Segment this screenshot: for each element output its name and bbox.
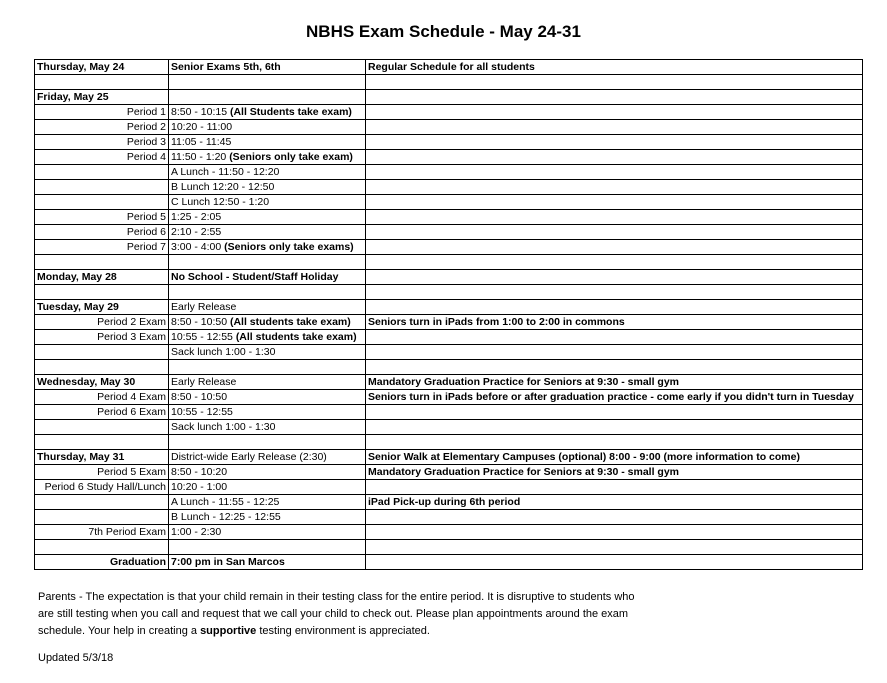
table-row	[35, 405, 863, 420]
cell-text: Period 6 Study Hall/Lunch	[44, 481, 166, 493]
time-cell	[169, 345, 366, 360]
note-cell	[366, 75, 863, 90]
note-cell	[366, 390, 863, 405]
cell-text: Period 3	[126, 136, 166, 148]
table-row	[35, 375, 863, 390]
cell-text: Seniors turn in iPads from 1:00 to 2:00 in commons	[368, 316, 625, 328]
cell-text: 10:20 - 11:00	[171, 121, 233, 133]
time-cell	[169, 135, 366, 150]
time-cell	[169, 510, 366, 525]
cell-text: District-wide Early Release (2:30)	[171, 451, 327, 463]
cell-text: 10:20 - 1:00	[171, 481, 228, 493]
note-cell	[366, 255, 863, 270]
day-period-cell	[35, 60, 169, 75]
time-cell	[169, 120, 366, 135]
day-period-cell	[35, 330, 169, 345]
cell-text: Early Release	[171, 376, 237, 388]
table-row	[35, 525, 863, 540]
note-cell	[366, 165, 863, 180]
table-row	[35, 120, 863, 135]
table-row	[35, 195, 863, 210]
table-row	[35, 480, 863, 495]
day-period-cell	[35, 540, 169, 555]
cell-text: 1:25 - 2:05	[171, 211, 222, 223]
note-cell	[366, 195, 863, 210]
cell-emphasis: (Seniors only take exams)	[224, 241, 354, 253]
table-row	[35, 315, 863, 330]
day-period-cell	[35, 315, 169, 330]
time-cell	[169, 225, 366, 240]
note-cell	[366, 300, 863, 315]
note-cell	[366, 315, 863, 330]
note-cell	[366, 60, 863, 75]
table-row	[35, 510, 863, 525]
cell-text: Friday, May 25	[37, 91, 109, 103]
day-period-cell	[35, 375, 169, 390]
day-period-cell	[35, 390, 169, 405]
cell-text: Period 6 Exam	[97, 406, 166, 418]
cell-text: Period 5	[126, 211, 166, 223]
cell-text: Thursday, May 24	[37, 61, 125, 73]
cell-text: iPad Pick-up during 6th period	[368, 496, 521, 508]
cell-text: 8:50 - 10:20	[171, 466, 228, 478]
cell-text: Period 2 Exam	[97, 316, 166, 328]
note-cell	[366, 90, 863, 105]
cell-emphasis: (All Students take exam)	[229, 106, 352, 118]
table-row	[35, 210, 863, 225]
cell-text: Regular Schedule for all students	[368, 61, 535, 73]
note-cell	[366, 120, 863, 135]
table-row	[35, 555, 863, 570]
time-cell	[169, 330, 366, 345]
day-period-cell	[35, 135, 169, 150]
time-cell	[169, 375, 366, 390]
time-cell	[169, 450, 366, 465]
table-row	[35, 330, 863, 345]
day-period-cell	[35, 165, 169, 180]
time-cell	[169, 195, 366, 210]
table-row	[35, 150, 863, 165]
cell-text: Early Release	[171, 301, 237, 313]
table-row	[35, 345, 863, 360]
time-cell	[169, 105, 366, 120]
cell-text: 8:50 - 10:50	[171, 316, 230, 328]
cell-text: A Lunch - 11:50 - 12:20	[171, 166, 280, 178]
note-cell	[366, 375, 863, 390]
cell-text: Graduation	[109, 556, 166, 568]
parent-note	[38, 589, 638, 640]
spacer-row	[35, 360, 863, 375]
table-row	[35, 270, 863, 285]
cell-text: Tuesday, May 29	[37, 301, 119, 313]
spacer-row	[35, 540, 863, 555]
note-cell	[366, 405, 863, 420]
cell-text: Mandatory Graduation Practice for Seniors at 9:30 - small gym	[368, 466, 680, 478]
day-period-cell	[35, 345, 169, 360]
time-cell	[169, 405, 366, 420]
day-period-cell	[35, 255, 169, 270]
day-period-cell	[35, 195, 169, 210]
day-period-cell	[35, 285, 169, 300]
cell-text: A Lunch - 11:55 - 12:25	[171, 496, 280, 508]
cell-emphasis: (All students take exam)	[235, 331, 357, 343]
day-period-cell	[35, 435, 169, 450]
note-cell	[366, 330, 863, 345]
day-period-cell	[35, 75, 169, 90]
time-cell	[169, 210, 366, 225]
time-cell	[169, 285, 366, 300]
cell-text: Wednesday, May 30	[37, 376, 136, 388]
day-period-cell	[35, 300, 169, 315]
note-cell	[366, 510, 863, 525]
table-row	[35, 390, 863, 405]
cell-text: Sack lunch 1:00 - 1:30	[171, 346, 276, 358]
note-cell	[366, 525, 863, 540]
time-cell	[169, 465, 366, 480]
cell-text: 1:00 - 2:30	[171, 526, 222, 538]
exam-schedule-table	[34, 59, 863, 570]
day-period-cell	[35, 180, 169, 195]
cell-emphasis: (Seniors only take exam)	[229, 151, 353, 163]
table-row	[35, 180, 863, 195]
day-period-cell	[35, 450, 169, 465]
note-cell	[366, 210, 863, 225]
table-row	[35, 465, 863, 480]
cell-text: 8:50 - 10:15	[171, 106, 230, 118]
cell-text: C Lunch 12:50 - 1:20	[171, 196, 270, 208]
time-cell	[169, 435, 366, 450]
day-period-cell	[35, 210, 169, 225]
time-cell	[169, 90, 366, 105]
day-period-cell	[35, 405, 169, 420]
time-cell	[169, 300, 366, 315]
table-row	[35, 225, 863, 240]
cell-text: B Lunch 12:20 - 12:50	[171, 181, 275, 193]
day-period-cell	[35, 495, 169, 510]
time-cell	[169, 270, 366, 285]
time-cell	[169, 555, 366, 570]
cell-text: Monday, May 28	[37, 271, 117, 283]
cell-text: Sack lunch 1:00 - 1:30	[171, 421, 276, 433]
time-cell	[169, 240, 366, 255]
note-cell	[366, 480, 863, 495]
cell-text: Period 4 Exam	[97, 391, 166, 403]
cell-text: Thursday, May 31	[37, 451, 125, 463]
note-cell	[366, 420, 863, 435]
time-cell	[169, 180, 366, 195]
note-cell	[366, 360, 863, 375]
spacer-row	[35, 435, 863, 450]
day-period-cell	[35, 120, 169, 135]
note-cell	[366, 105, 863, 120]
time-cell	[169, 315, 366, 330]
note-cell	[366, 150, 863, 165]
note-cell	[366, 495, 863, 510]
cell-text: 7:00 pm in San Marcos	[171, 556, 285, 568]
note-cell	[366, 465, 863, 480]
parent-note-bold: supportive	[200, 625, 257, 637]
cell-text: 7th Period Exam	[88, 526, 166, 538]
updated-date: Updated 5/3/18	[38, 652, 114, 664]
spacer-row	[35, 75, 863, 90]
cell-text: 11:50 - 1:20	[171, 151, 230, 163]
spacer-row	[35, 285, 863, 300]
time-cell	[169, 75, 366, 90]
day-period-cell	[35, 465, 169, 480]
day-period-cell	[35, 105, 169, 120]
cell-text: Senior Walk at Elementary Campuses (optional) 8:00 - 9:00 (more information to come)	[368, 451, 800, 463]
time-cell	[169, 495, 366, 510]
cell-emphasis: (All students take exam)	[229, 316, 351, 328]
table-row	[35, 240, 863, 255]
day-period-cell	[35, 510, 169, 525]
parent-note-end: testing environment is appreciated.	[256, 625, 430, 637]
note-cell	[366, 540, 863, 555]
day-period-cell	[35, 525, 169, 540]
time-cell	[169, 255, 366, 270]
note-cell	[366, 345, 863, 360]
time-cell	[169, 540, 366, 555]
spacer-row	[35, 255, 863, 270]
cell-text: No School - Student/Staff Holiday	[171, 271, 339, 283]
table-row	[35, 165, 863, 180]
cell-text: Period 3 Exam	[97, 331, 166, 343]
day-period-cell	[35, 150, 169, 165]
page-title: NBHS Exam Schedule - May 24-31	[306, 22, 581, 41]
cell-text: Seniors turn in iPads before or after graduation practice - come early if you didn't turn in Tuesday	[368, 391, 854, 403]
cell-text: Period 6	[126, 226, 166, 238]
time-cell	[169, 165, 366, 180]
table-row	[35, 450, 863, 465]
note-cell	[366, 135, 863, 150]
parent-note-text: Parents - The expectation is that your child remain in their testing class for the entire period. It is disruptive to students who are still testing when you call and request that we call your child to check out. Please plan appointments around the exam schedule. Your help in creating a	[38, 591, 635, 637]
cell-text: 10:55 - 12:55	[171, 406, 233, 418]
day-period-cell	[35, 480, 169, 495]
time-cell	[169, 360, 366, 375]
note-cell	[366, 555, 863, 570]
note-cell	[366, 285, 863, 300]
cell-text: Period 7	[126, 241, 166, 253]
day-period-cell	[35, 225, 169, 240]
time-cell	[169, 390, 366, 405]
cell-text: 10:55 - 12:55	[171, 331, 236, 343]
table-row	[35, 60, 863, 75]
day-period-cell	[35, 270, 169, 285]
day-period-cell	[35, 555, 169, 570]
cell-text: Period 5 Exam	[97, 466, 166, 478]
cell-text: Senior Exams 5th, 6th	[171, 61, 281, 73]
time-cell	[169, 525, 366, 540]
table-row	[35, 420, 863, 435]
note-cell	[366, 225, 863, 240]
table-row	[35, 105, 863, 120]
day-period-cell	[35, 240, 169, 255]
table-row	[35, 90, 863, 105]
cell-text: 3:00 - 4:00	[171, 241, 225, 253]
day-period-cell	[35, 420, 169, 435]
cell-text: B Lunch - 12:25 - 12:55	[171, 511, 281, 523]
day-period-cell	[35, 90, 169, 105]
note-cell	[366, 180, 863, 195]
time-cell	[169, 60, 366, 75]
cell-text: 2:10 - 2:55	[171, 226, 222, 238]
note-cell	[366, 435, 863, 450]
day-period-cell	[35, 360, 169, 375]
cell-text: Period 1	[126, 106, 166, 118]
time-cell	[169, 150, 366, 165]
time-cell	[169, 480, 366, 495]
table-row	[35, 300, 863, 315]
note-cell	[366, 450, 863, 465]
table-row	[35, 135, 863, 150]
note-cell	[366, 270, 863, 285]
cell-text: Period 4	[126, 151, 166, 163]
note-cell	[366, 240, 863, 255]
cell-text: 11:05 - 11:45	[171, 136, 232, 148]
table-row	[35, 495, 863, 510]
cell-text: Period 2	[126, 121, 166, 133]
time-cell	[169, 420, 366, 435]
cell-text: 8:50 - 10:50	[171, 391, 228, 403]
cell-text: Mandatory Graduation Practice for Seniors at 9:30 - small gym	[368, 376, 680, 388]
